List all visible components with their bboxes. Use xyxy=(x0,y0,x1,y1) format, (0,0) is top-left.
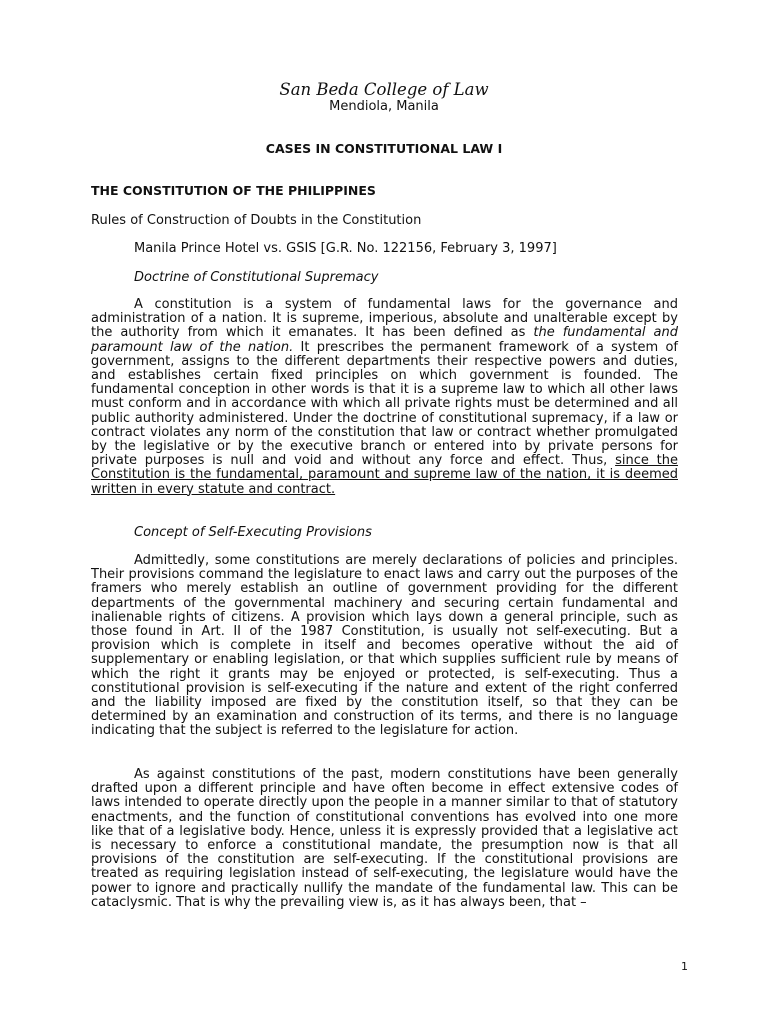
school-location: Mendiola, Manila xyxy=(329,99,439,114)
page-number: 1 xyxy=(681,960,688,973)
document-title: CASES IN CONSTITUTIONAL LAW I xyxy=(265,141,503,156)
section-heading: THE CONSTITUTION OF THE PHILIPPINES xyxy=(91,183,376,198)
paragraph-modern-constitutions: As against constitutions of the past, modern constitutions have been generally drafted upon a different principle and have often become in effect extensive codes of laws intended to operate directly upon the people in a manner similar to that of statutory enactments, and the function of constitutional conventions has evolved into one more like that of a legislative body. Hence, unless it is expressly provided that a legislative act is necessary to enforce a constitutional mandate, the presumption now is that all provisions of the constitution are self-executing. If the constitutional provisions are treated as requiring legislation instead of self-executing, the legislature would have the power to ignore and practically nullify the mandate of the fundamental law. This can be cataclysmic. That is why the prevailing view is, as it has always been, that – xyxy=(91,767,678,910)
paragraph1-italic-definition: the fundamental and paramount law of the nation. xyxy=(91,325,679,355)
paragraph1-text-b: It prescribes the permanent framework of a system of government, assigns to the different departments their respective powers and duties, and establishes certain fixed principles on which government is founded. The fundamental conception in other words is that it is a supreme law to which all other laws must conform and in accordance with which all private rights must be determined and all public authority administered. Under the doctrine of constitutional supremacy, if a law or contract violates any norm of the constitution that law or contract whether promulgated by the legislative or by the executive branch or entered into by private persons for private purposes is null and void and without any force and effect. Thus, xyxy=(91,339,678,469)
case-citation: Manila Prince Hotel vs. GSIS [G.R. No. 122156, February 3, 1997] xyxy=(134,241,557,256)
paragraph-constitutional-supremacy xyxy=(91,298,678,497)
school-name: San Beda College of Law xyxy=(279,80,489,99)
concept-heading: Concept of Self-Executing Provisions xyxy=(134,525,372,540)
subsection-heading: Rules of Construction of Doubts in the Constitution xyxy=(91,213,422,228)
paragraph-self-executing: Admittedly, some constitutions are merely declarations of policies and principles. Their provisions command the legislature to enact laws and carry out the purposes of the framers who merely establish an outline of government providing for the different departments of the governmental machinery and securing certain fundamental and inalienable rights of citizens. A provision which lays down a general principle, such as those found in Art. II of the 1987 Constitution, is usually not self-executing. But a provision which is complete in itself and becomes operative without the aid of supplementary or enabling legislation, or that which supplies sufficient rule by means of which the right it grants may be enjoyed or protected, is self-executing. Thus a constitutional provision is self-executing if the nature and extent of the right conferred and the liability imposed are fixed by the constitution itself, so that they can be determined by an examination and construction of its terms, and there is no language indicating that the subject is referred to the legislature for action. xyxy=(91,553,678,739)
paragraph1-underlined-holding: since the Constitution is the fundamental, paramount and supreme law of the nation, it is deemed written in every statute and contract. xyxy=(91,453,678,497)
doctrine-heading: Doctrine of Constitutional Supremacy xyxy=(134,270,379,285)
paragraph1-text-a: A constitution is a system of fundamental laws for the governance and administration of a nation. It is supreme, imperious, absolute and unalterable except by the authority from which it emanates. It has been defined as xyxy=(91,297,678,341)
